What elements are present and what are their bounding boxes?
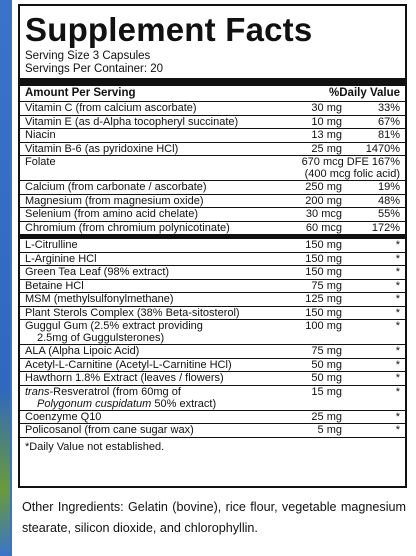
row-amount: 60 mcg [305, 221, 342, 234]
divider-thick [20, 78, 405, 86]
row-dv: 55% [377, 208, 400, 220]
row-name: Coenzyme Q10 [25, 410, 102, 423]
row-dv: 67% [377, 115, 400, 128]
row-dv: * [395, 239, 400, 251]
row-name: Hawthorn 1.8% Extract (leaves / flowers) [25, 372, 224, 384]
panel-title: Supplement Facts [25, 11, 313, 48]
row-amount: 50 mg [311, 372, 342, 384]
row-name: MSM (methylsulfonylmethane) [25, 293, 174, 305]
servings-per-container: Servings Per Container: 20 [25, 63, 164, 75]
row-amount: 150 mg [305, 306, 342, 319]
row-dv: * [395, 385, 400, 398]
row-name [25, 386, 278, 410]
resveratrol-line2: 50% extract) [151, 397, 217, 410]
row-name: ALA (Alpha Lipoic Acid) [25, 345, 140, 357]
table-row [20, 359, 405, 373]
table-row-folate [20, 156, 405, 181]
supplement-facts-box [18, 4, 407, 488]
row-name: Policosanol (from cane sugar wax) [25, 424, 194, 436]
table-row [20, 239, 405, 253]
row-amount: 150 mg [305, 252, 342, 265]
table-row [20, 129, 405, 143]
row-amount: 75 mg [311, 345, 342, 357]
row-name: L-Citrulline [25, 239, 78, 251]
row-name: Green Tea Leaf (98% extract) [25, 266, 170, 278]
row-name: Folate [25, 156, 56, 168]
row-name: Selenium (from amino acid chelate) [25, 208, 199, 220]
row-dv: * [395, 424, 400, 436]
row-amount: 50 mg [311, 358, 342, 371]
serving-size: Serving Size 3 Capsules [25, 50, 151, 62]
table-row [20, 345, 405, 359]
row-amount: 200 mg [305, 194, 342, 207]
row-dv: 172% [371, 221, 400, 234]
resveratrol-trans: trans [25, 385, 50, 398]
row-amount: 13 mg [311, 129, 342, 141]
row-name: Plant Sterols Complex (38% Beta-sitosterol) [25, 306, 240, 319]
row-dv: * [395, 306, 400, 319]
row-amount: 25 mg [311, 142, 342, 155]
table-row [20, 102, 405, 116]
folate-line1: 670 mcg DFE 167% [301, 156, 400, 168]
table-row [20, 372, 405, 386]
label-panel [12, 0, 416, 556]
row-dv: 1470% [365, 142, 400, 155]
resveratrol-line1: -Resveratrol (from 60mg of [49, 385, 181, 398]
row-dv: * [395, 320, 400, 332]
table-row [20, 208, 405, 222]
row-dv: 19% [377, 181, 400, 193]
row-dv: * [395, 372, 400, 384]
table-row-resveratrol [20, 386, 405, 411]
table-row [20, 222, 405, 236]
row-dv: 33% [377, 102, 400, 114]
table-header [20, 86, 405, 102]
row-amount: 100 mg [305, 320, 342, 332]
folate-line2: (400 mcg folic acid) [304, 168, 400, 180]
row-name: Vitamin B-6 (as pyridoxine HCl) [25, 142, 179, 155]
row-dv: 48% [377, 194, 400, 207]
table-row-guggul [20, 320, 405, 345]
guggul-line1: Guggul Gum (2.5% extract providing [25, 320, 203, 332]
row-amount: 5 mg [317, 424, 342, 436]
footnote: *Daily Value not established. [25, 440, 165, 453]
row-amount: 10 mg [311, 115, 342, 128]
row-name: Vitamin E (as d-Alpha tocopheryl succinate) [25, 115, 239, 128]
background-strip [0, 0, 10, 556]
header-amount: Amount Per Serving [25, 87, 136, 99]
resveratrol-source: Polygonum cuspidatum [37, 397, 152, 410]
other-ingredients: Other Ingredients: Gelatin (bovine), rice flour, vegetable magnesium stearate, silicon dioxide, and chlorophyllin. [22, 500, 406, 535]
table-row [20, 424, 405, 438]
row-name: Acetyl-L-Carnitine (Acetyl-L-Carnitine HCl) [25, 358, 232, 371]
row-name: Calcium (from carbonate / ascorbate) [25, 181, 207, 193]
row-dv: * [395, 293, 400, 305]
row-name: Magnesium (from magnesium oxide) [25, 194, 204, 207]
table-row [20, 181, 405, 195]
row-name: Niacin [25, 129, 56, 141]
row-amount: 125 mg [305, 293, 342, 305]
row-name [25, 320, 278, 344]
row-name: Vitamin C (from calcium ascorbate) [25, 102, 197, 114]
row-amount: 25 mg [311, 410, 342, 423]
row-amount: 30 mcg [305, 208, 342, 220]
row-dv: * [395, 279, 400, 292]
table-row [20, 143, 405, 157]
table-row [20, 266, 405, 280]
table-row [20, 253, 405, 267]
table-row [20, 411, 405, 425]
row-name: Betaine HCl [25, 279, 84, 292]
row-dv: 81% [377, 129, 400, 141]
row-amount: 250 mg [305, 181, 342, 193]
row-amount-dv [278, 156, 400, 180]
guggul-line2: 2.5mg of Guggulsterones) [37, 332, 165, 344]
row-amount: 75 mg [311, 279, 342, 292]
row-dv: * [395, 358, 400, 371]
row-amount: 30 mg [311, 102, 342, 114]
table-row [20, 280, 405, 294]
row-amount: 150 mg [305, 266, 342, 278]
table-row [20, 293, 405, 307]
row-amount: 15 mg [311, 385, 342, 398]
row-dv: * [395, 252, 400, 265]
table-row [20, 195, 405, 209]
row-name: Chromium (from chromium polynicotinate) [25, 221, 230, 234]
row-amount: 150 mg [305, 239, 342, 251]
row-dv: * [395, 266, 400, 278]
row-name: L-Arginine HCl [25, 252, 97, 265]
table-row [20, 116, 405, 130]
row-dv: * [395, 410, 400, 423]
header-daily-value: %Daily Value [329, 87, 400, 99]
table-row [20, 307, 405, 321]
row-dv: * [395, 345, 400, 357]
